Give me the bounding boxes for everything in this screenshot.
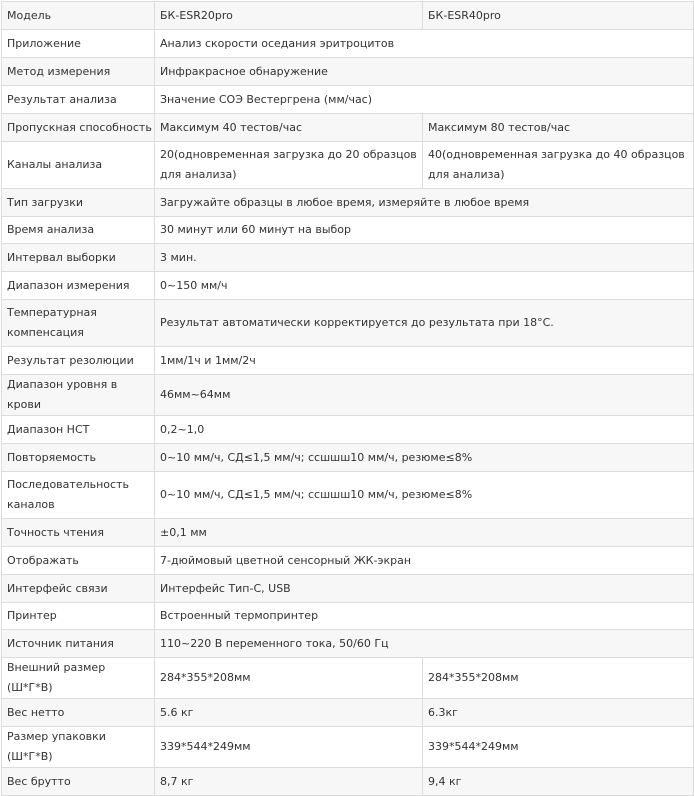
row-temperature-compensation bbox=[2, 300, 694, 347]
row-value: 0,2~1,0 bbox=[155, 416, 694, 444]
row-value-40: 6.3кг bbox=[423, 699, 694, 727]
row-label: Внешний размер (Ш*Г*В) bbox=[2, 658, 155, 699]
row-value: Встроенный термопринтер bbox=[155, 603, 694, 630]
row-value-20: 5.6 кг bbox=[155, 699, 423, 727]
row-value: Анализ скорости оседания эритроцитов bbox=[155, 30, 694, 58]
row-value-40: 339*544*249мм bbox=[423, 727, 694, 768]
row-value: 1мм/1ч и 1мм/2ч bbox=[155, 347, 694, 375]
row-display bbox=[2, 547, 694, 575]
row-value: Интерфейс Тип-C, USB bbox=[155, 575, 694, 603]
row-value: Загружайте образцы в любое время, измеряйте в любое время bbox=[155, 189, 694, 217]
row-label: Пропускная способность bbox=[2, 114, 155, 142]
row-application bbox=[2, 30, 694, 58]
row-value-20: 8,7 кг bbox=[155, 768, 423, 796]
row-value: 3 мин. bbox=[155, 244, 694, 272]
row-value-20: 284*355*208мм bbox=[155, 658, 423, 699]
row-hct-range bbox=[2, 416, 694, 444]
row-label: Модель bbox=[2, 2, 155, 30]
row-value-20: БК-ESR20pro bbox=[155, 2, 423, 30]
row-throughput bbox=[2, 114, 694, 142]
row-power-supply bbox=[2, 630, 694, 658]
row-label: Диапазон HCT bbox=[2, 416, 155, 444]
row-label: Метод измерения bbox=[2, 58, 155, 86]
row-label: Вес нетто bbox=[2, 699, 155, 727]
row-value-40: БК-ESR40pro bbox=[423, 2, 694, 30]
row-value: 46мм~64мм bbox=[155, 375, 694, 416]
row-label: Вес брутто bbox=[2, 768, 155, 796]
row-value: Результат автоматически корректируется до результата при 18°C. bbox=[155, 300, 694, 347]
row-label: Каналы анализа bbox=[2, 142, 155, 189]
row-value: Инфракрасное обнаружение bbox=[155, 58, 694, 86]
row-method bbox=[2, 58, 694, 86]
row-label: Отображать bbox=[2, 547, 155, 575]
row-label: Тип загрузки bbox=[2, 189, 155, 217]
row-label: Точность чтения bbox=[2, 519, 155, 547]
row-result bbox=[2, 86, 694, 114]
row-label: Интервал выборки bbox=[2, 244, 155, 272]
row-analysis-time bbox=[2, 217, 694, 244]
row-label: Диапазон уровня в крови bbox=[2, 375, 155, 416]
row-value: 0~10 мм/ч, СД≤1,5 мм/ч; ссшшш10 мм/ч, резюме≤8% bbox=[155, 472, 694, 519]
row-label: Источник питания bbox=[2, 630, 155, 658]
row-sampling-interval bbox=[2, 244, 694, 272]
row-label: Результат резолюции bbox=[2, 347, 155, 375]
row-measurement-range bbox=[2, 272, 694, 300]
row-external-size bbox=[2, 658, 694, 699]
row-channel-consistency bbox=[2, 472, 694, 519]
row-resolution bbox=[2, 347, 694, 375]
row-value: 0~10 мм/ч, СД≤1,5 мм/ч; ссшшш10 мм/ч, резюме≤8% bbox=[155, 444, 694, 472]
row-channels bbox=[2, 142, 694, 189]
row-value-20: 339*544*249мм bbox=[155, 727, 423, 768]
row-value: 7-дюймовый цветной сенсорный ЖК-экран bbox=[155, 547, 694, 575]
row-value: 110~220 В переменного тока, 50/60 Гц bbox=[155, 630, 694, 658]
row-label: Последовательность каналов bbox=[2, 472, 155, 519]
row-value-20: 20(одновременная загрузка до 20 образцов для анализа) bbox=[155, 142, 423, 189]
row-value-20: Максимум 40 тестов/час bbox=[155, 114, 423, 142]
row-label: Интерфейс связи bbox=[2, 575, 155, 603]
row-value: ±0,1 мм bbox=[155, 519, 694, 547]
row-interface bbox=[2, 575, 694, 603]
row-printer bbox=[2, 603, 694, 630]
row-blood-level bbox=[2, 375, 694, 416]
row-repeatability bbox=[2, 444, 694, 472]
row-label: Время анализа bbox=[2, 217, 155, 244]
row-value-40: 284*355*208мм bbox=[423, 658, 694, 699]
row-gross-weight bbox=[2, 768, 694, 796]
row-package-size bbox=[2, 727, 694, 768]
row-value: Значение СОЭ Вестергрена (мм/час) bbox=[155, 86, 694, 114]
row-net-weight bbox=[2, 699, 694, 727]
row-label: Приложение bbox=[2, 30, 155, 58]
row-value-40: 40(одновременная загрузка до 40 образцов для анализа) bbox=[423, 142, 694, 189]
row-value: 30 минут или 60 минут на выбор bbox=[155, 217, 694, 244]
row-reading-accuracy bbox=[2, 519, 694, 547]
row-label: Результат анализа bbox=[2, 86, 155, 114]
row-label: Принтер bbox=[2, 603, 155, 630]
row-model bbox=[2, 2, 694, 30]
row-label: Размер упаковки (Ш*Г*В) bbox=[2, 727, 155, 768]
row-label: Температурная компенсация bbox=[2, 300, 155, 347]
row-label: Повторяемость bbox=[2, 444, 155, 472]
row-loading-type bbox=[2, 189, 694, 217]
row-value-40: Максимум 80 тестов/час bbox=[423, 114, 694, 142]
spec-table bbox=[1, 1, 694, 796]
row-value: 0~150 мм/ч bbox=[155, 272, 694, 300]
row-label: Диапазон измерения bbox=[2, 272, 155, 300]
row-value-40: 9,4 кг bbox=[423, 768, 694, 796]
